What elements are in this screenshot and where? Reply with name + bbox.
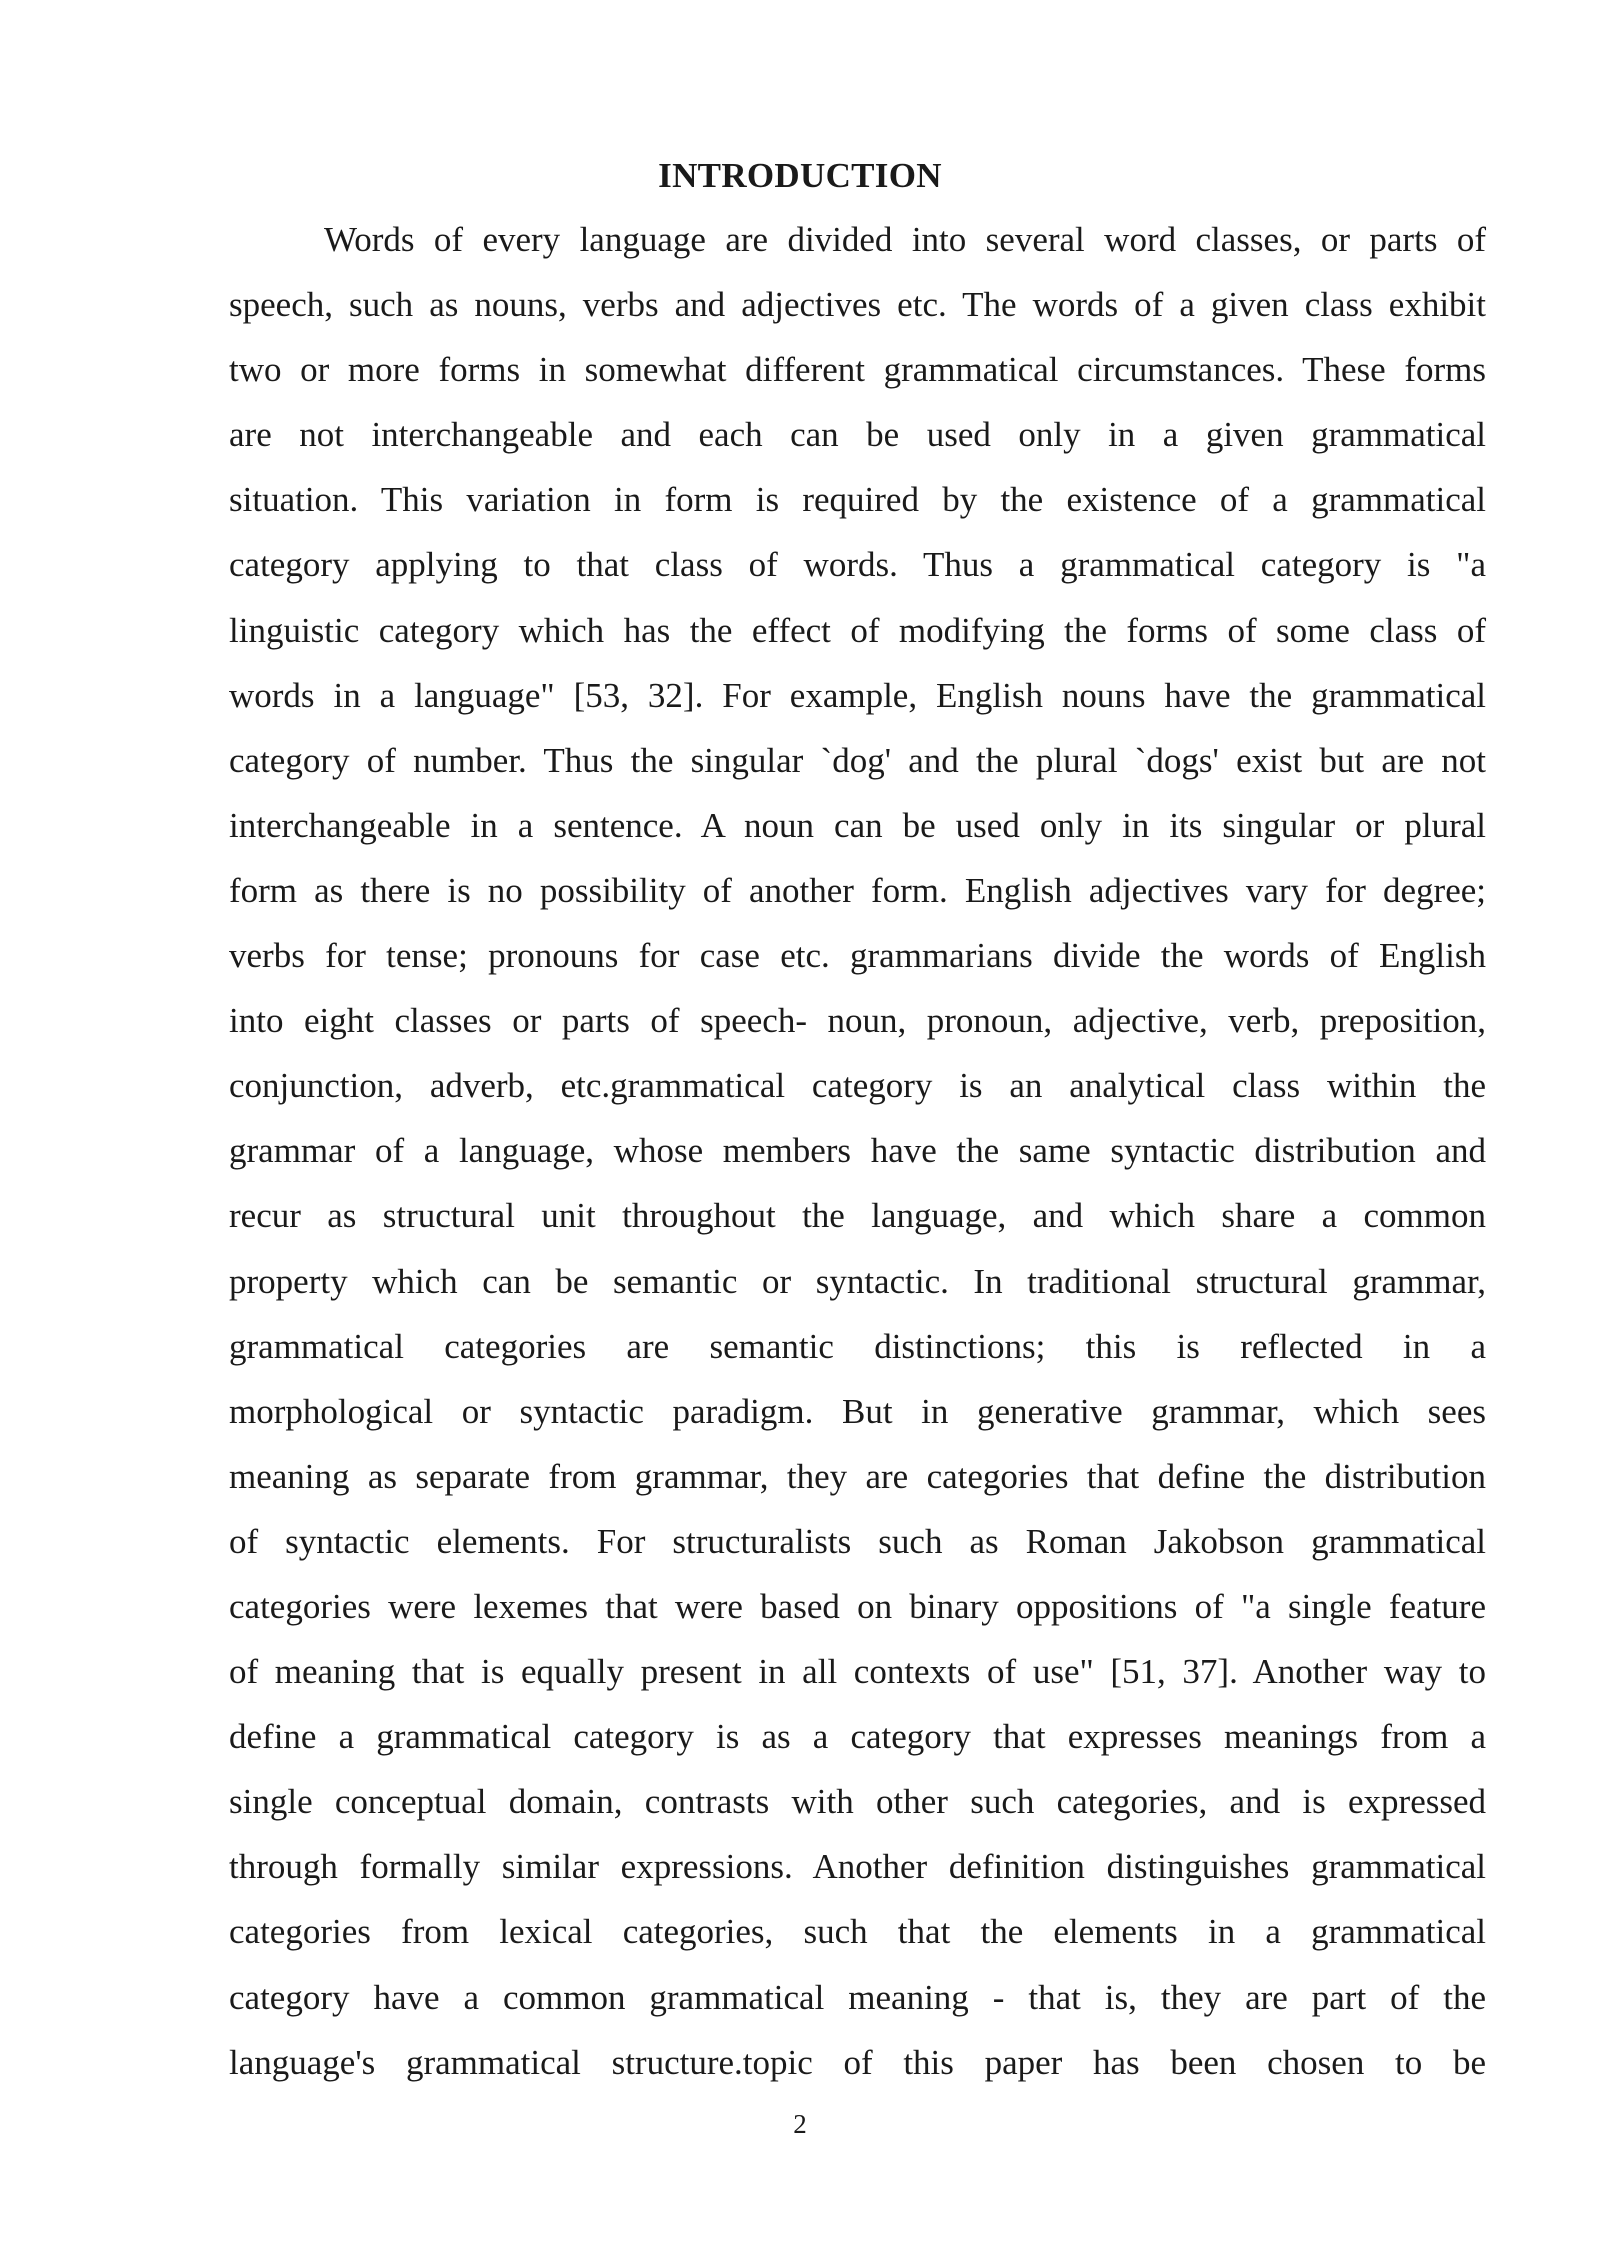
text-line: category have a common grammatical meaning - that is, they are part of the (229, 1977, 1486, 2017)
text-line: property which can be semantic or syntactic. In traditional structural grammar, (229, 1261, 1486, 1301)
text-line: words in a language" [53, 32]. For example, English nouns have the grammatical (229, 675, 1486, 715)
text-line: categories from lexical categories, such that the elements in a grammatical (229, 1912, 1486, 1952)
text-line: meaning as separate from grammar, they are categories that define the distribution (229, 1456, 1486, 1496)
page-title: INTRODUCTION (658, 156, 942, 195)
text-line: linguistic category which has the effect of modifying the forms of some class of (229, 610, 1486, 650)
text-line: grammar of a language, whose members have the same syntactic distribution and (229, 1131, 1486, 1171)
text-line: conjunction, adverb, etc.grammatical category is an analytical class within the (229, 1066, 1486, 1106)
text-line: language's grammatical structure.topic of this paper has been chosen to be (229, 2042, 1486, 2082)
text-line: recur as structural unit throughout the language, and which share a common (229, 1196, 1486, 1236)
text-line: Words of every language are divided into several word classes, or parts of (324, 220, 1486, 259)
text-line: grammatical categories are semantic distinctions; this is reflected in a (229, 1326, 1486, 1366)
text-line: situation. This variation in form is required by the existence of a grammatical (229, 480, 1486, 520)
text-line: categories were lexemes that were based on binary oppositions of "a single feature (229, 1586, 1486, 1626)
text-line: single conceptual domain, contrasts with other such categories, and is expressed (229, 1782, 1486, 1822)
text-line: speech, such as nouns, verbs and adjectives etc. The words of a given class exhibit (229, 285, 1486, 325)
body-text (229, 215, 1486, 2103)
text-line: morphological or syntactic paradigm. But in generative grammar, which sees (229, 1391, 1486, 1431)
text-line: category of number. Thus the singular `dog' and the plural `dogs' exist but are not (229, 740, 1486, 780)
text-line: interchangeable in a sentence. A noun can be used only in its singular or plural (229, 805, 1486, 845)
text-line: category applying to that class of words. Thus a grammatical category is "a (229, 545, 1486, 585)
text-line: into eight classes or parts of speech- noun, pronoun, adjective, verb, preposition, (229, 1001, 1486, 1041)
text-line: define a grammatical category is as a category that expresses meanings from a (229, 1717, 1486, 1757)
text-line: are not interchangeable and each can be used only in a given grammatical (229, 415, 1486, 455)
text-line: of meaning that is equally present in all contexts of use" [51, 37]. Another way to (229, 1652, 1486, 1692)
text-line: through formally similar expressions. Another definition distinguishes grammatical (229, 1847, 1486, 1887)
text-line: verbs for tense; pronouns for case etc. grammarians divide the words of English (229, 936, 1486, 976)
text-line: of syntactic elements. For structuralists such as Roman Jakobson grammatical (229, 1521, 1486, 1561)
text-line: form as there is no possibility of another form. English adjectives vary for degree; (229, 870, 1486, 910)
text-line: two or more forms in somewhat different grammatical circumstances. These forms (229, 350, 1486, 390)
page-number: 2 (793, 2109, 807, 2139)
